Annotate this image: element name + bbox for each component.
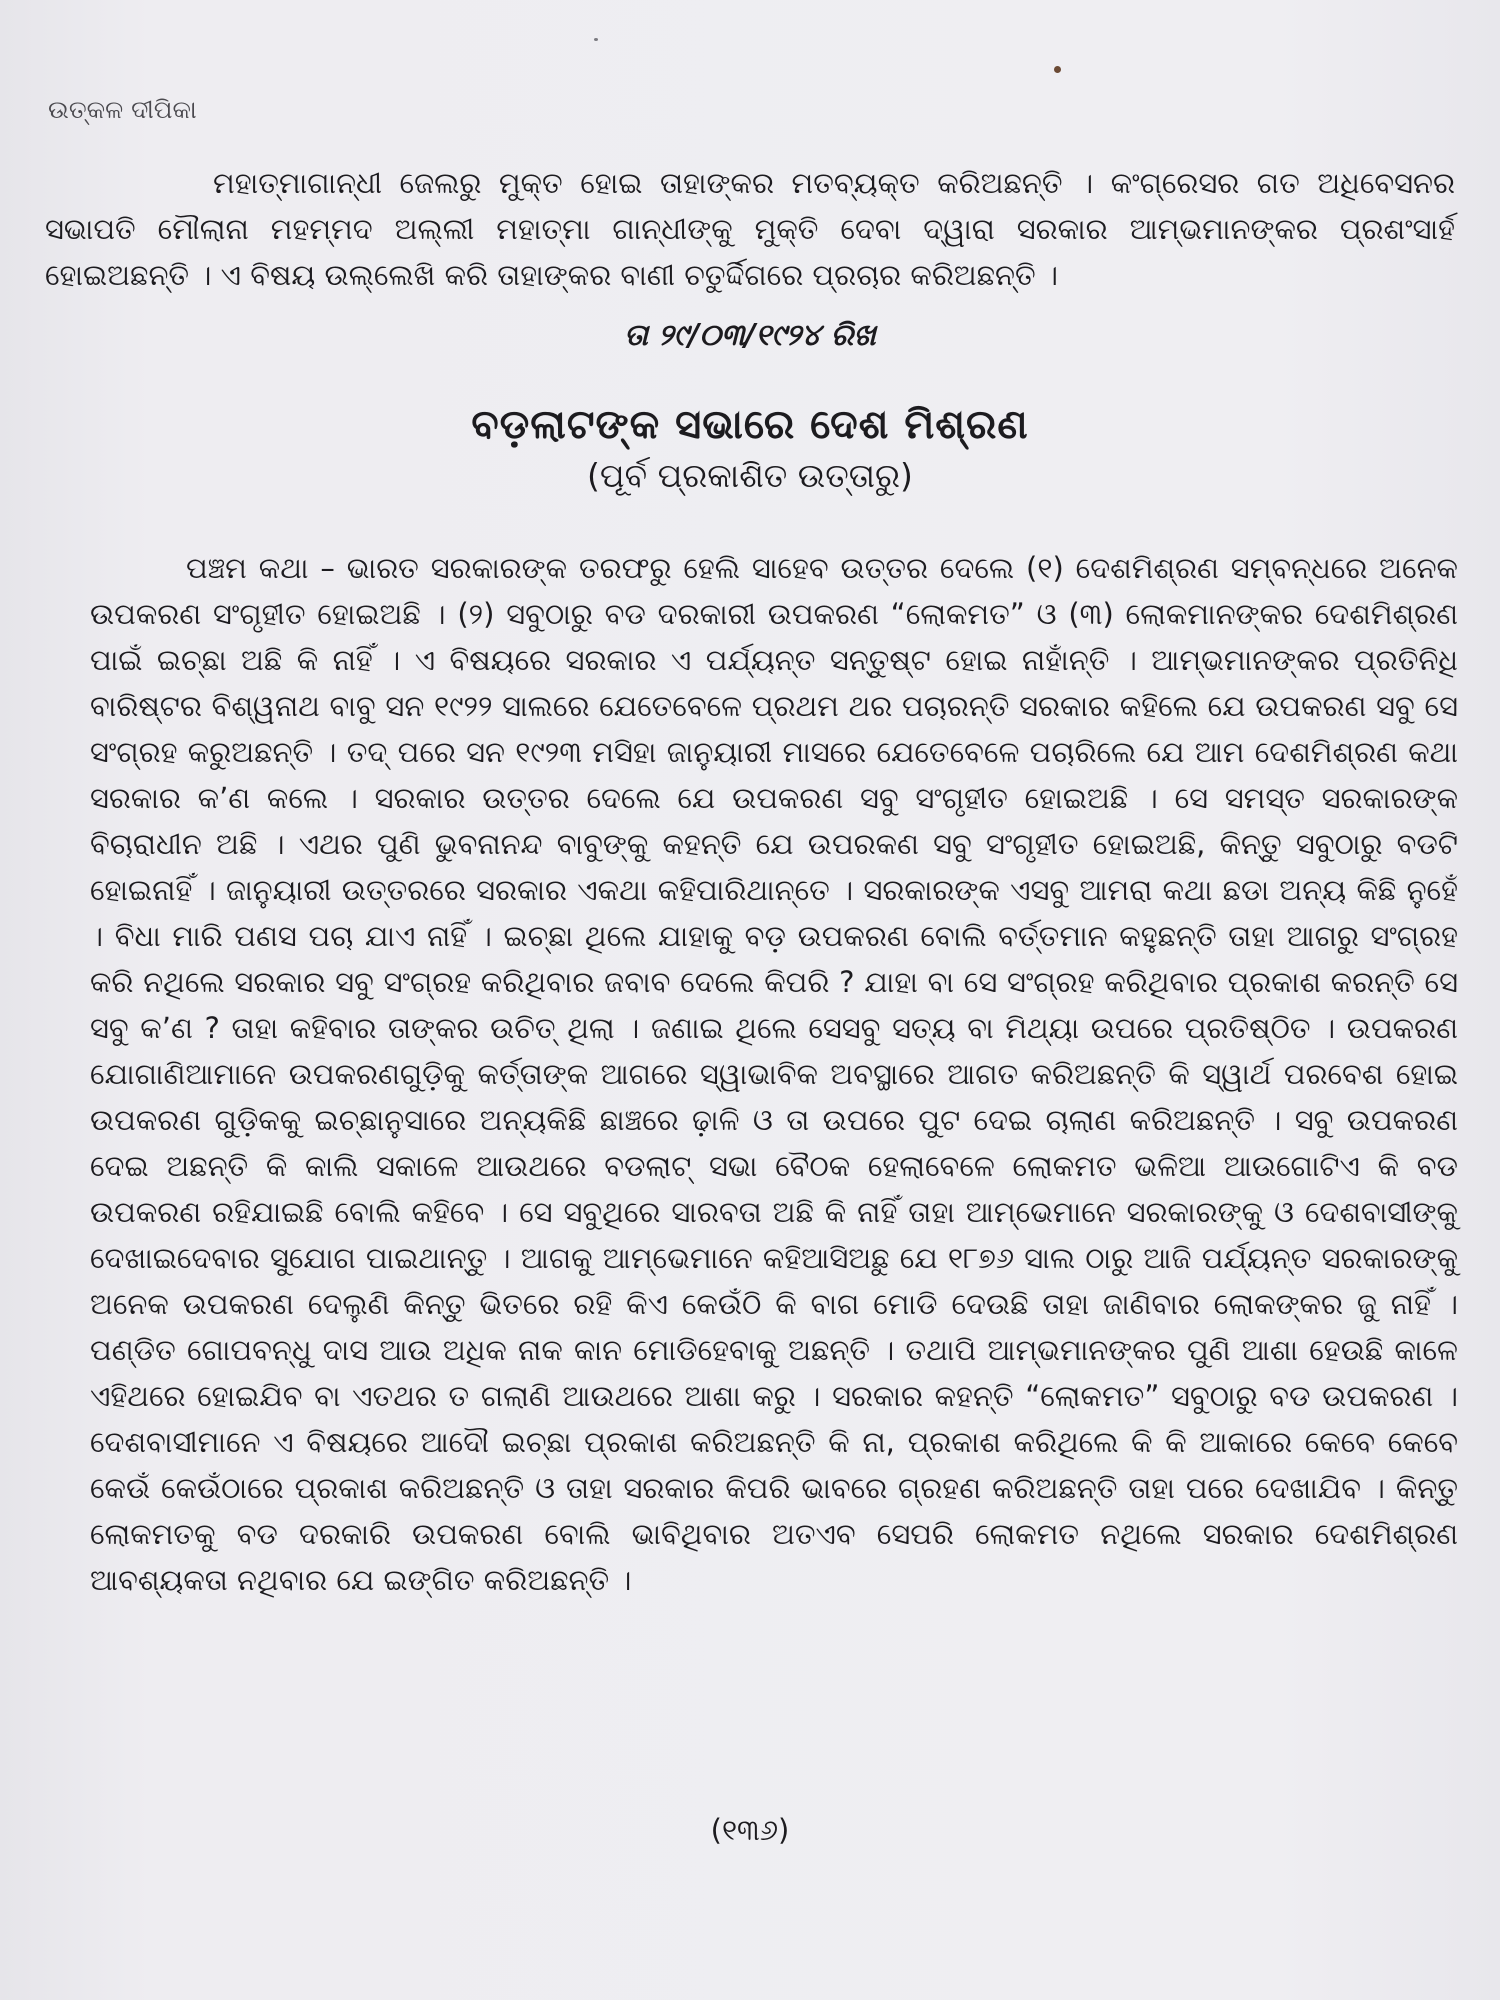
article-subtitle: (ପୂର୍ବ ପ୍ରକାଶିତ ଉତ୍ତାରୁ) bbox=[587, 456, 913, 495]
running-header: ଉତ୍କଳ ଦୀପିକା bbox=[48, 95, 197, 124]
ink-speck bbox=[1054, 66, 1061, 73]
article-body: ପଞ୍ଚମ କଥା – ଭାରତ ସରକାରଙ୍କ ତରଫରୁ ହେଲି ସାହେବ ଉତ୍ତର ଦେଲେ (୧) ଦେଶମିଶ୍ରଣ ସମ୍ବନ୍ଧରେ ଅନେକ ଉପକରଣ ସଂଗୃହୀତ ହୋଇଅଛି । (୨) ସବୁଠାରୁ ବଡ ଦରକାରୀ ଉପକରଣ “ଲୋକମତ” ଓ (୩) ଲୋକମାନଙ୍କର ଦେଶମିଶ୍ରଣ ପାଇଁ ଇଚ୍ଛା ଅଛି କି ନାହିଁ । ଏ ବିଷୟରେ ସରକାର ଏ ପର୍ଯ୍ୟନ୍ତ ସନ୍ତୁଷ୍ଟ ହୋଇ ନାହାଁନ୍ତି । ଆମ୍ଭମାନଙ୍କର ପ୍ରତିନିଧି ବାରିଷ୍ଟର ବିଶ୍ୱନାଥ ବାବୁ ସନ ୧୯୨୨ ସାଲରେ ଯେତେବେଳେ ପ୍ରଥମ ଥର ପଚାରନ୍ତି ସରକାର କହିଲେ ଯେ ଉପକରଣ ସବୁ ସେ ସଂଗ୍ରହ କରୁଅଛନ୍ତି । ତଦ୍ ପରେ ସନ ୧୯୨୩ ମସିହା ଜାନୁୟାରୀ ମାସରେ ଯେତେବେଳେ ପଚାରିଲେ ଯେ ଆମ ଦେଶମିଶ୍ରଣ କଥା ସରକାର କ’ଣ କଲେ । ସରକାର ଉତ୍ତର ଦେଲେ ଯେ ଉପକରଣ ସବୁ ସଂଗୃହୀତ ହୋଇଅଛି । ସେ ସମସ୍ତ ସରକାରଙ୍କ ବିଚାରାଧୀନ ଅଛି । ଏଥର ପୁଣି ଭୁବନାନନ୍ଦ ବାବୁଙ୍କୁ କହନ୍ତି ଯେ ଉପରକଣ ସବୁ ସଂଗୃହୀତ ହୋଇଅଛି, କିନ୍ତୁ ସବୁଠାରୁ ବଡଟି ହୋଇନାହିଁ । ଜାନୁୟାରୀ ଉତ୍ତରରେ ସରକାର ଏକଥା କହିପାରିଥାନ୍ତେ । ସରକାରଙ୍କ ଏସବୁ ଆମରା କଥା ଛଡା ଅନ୍ୟ କିଛି ନୁହେଁ । ବିଧା ମାରି ପଣସ ପଚା ଯାଏ ନାହିଁ । ଇଚ୍ଛା ଥିଲେ ଯାହାକୁ ବଡ଼ ଉପକରଣ ବୋଲି ବର୍ତ୍ତମାନ କହୁଛନ୍ତି ତାହା ଆଗରୁ ସଂଗ୍ରହ କରି ନଥିଲେ ସରକାର ସବୁ ସଂଗ୍ରହ କରିଥିବାର ଜବାବ ଦେଲେ କିପରି ? ଯାହା ବା ସେ ସଂଗ୍ରହ କରିଥିବାର ପ୍ରକାଶ କରନ୍ତି ସେ ସବୁ କ’ଣ ? ତାହା କହିବାର ତାଙ୍କର ଉଚିତ୍ ଥିଲା । ଜଣାଇ ଥିଲେ ସେସବୁ ସତ୍ୟ ବା ମିଥ୍ୟା ଉପରେ ପ୍ରତିଷ୍ଠିତ । ଉପକରଣ ଯୋଗାଣିଆମାନେ ଉପକରଣଗୁଡ଼ିକୁ କର୍ତ୍ତାଙ୍କ ଆଗରେ ସ୍ୱାଭାବିକ ଅବସ୍ଥାରେ ଆଗତ କରିଅଛନ୍ତି କି ସ୍ୱାର୍ଥ ପରବେଶ ହୋଇ ଉପକରଣ ଗୁଡ଼ିକକୁ ଇଚ୍ଛାନୁସାରେ ଅନ୍ୟକିଛି ଛାଞ୍ଚରେ ଢ଼ାଳି ଓ ତା ଉପରେ ପୁଟ ଦେଇ ଚାଲାଣ କରିଅଛନ୍ତି । ସବୁ ଉପକରଣ ଦେଇ ଅଛନ୍ତି କି କାଲି ସକାଳେ ଆଉଥରେ ବଡଲାଟ୍ ସଭା ବୈଠକ ହେଲାବେଳେ ଲୋକମତ ଭଳିଆ ଆଉଗୋଟିଏ କି ବଡ ଉପକରଣ ରହିଯାଇଛି ବୋଲି କହିବେ । ସେ ସବୁଥିରେ ସାରବତା ଅଛି କି ନାହିଁ ତାହା ଆମ୍ଭେମାନେ ସରକାରଙ୍କୁ ଓ ଦେଶବାସୀଙ୍କୁ ଦେଖାଇଦେବାର ସୁଯୋଗ ପାଇଥାନ୍ତୁ । ଆଗକୁ ଆମ୍ଭେମାନେ କହିଆସିଅଛୁ ଯେ ୧୮୭୬ ସାଲ ଠାରୁ ଆଜି ପର୍ଯ୍ୟନ୍ତ ସରକାରଙ୍କୁ ଅନେକ ଉପକରଣ ଦେଲୁଣି କିନ୍ତୁ ଭିତରେ ରହି କିଏ କେଉଁଠି କି ବାଗ ମୋଡି ଦେଉଛି ତାହା ଜାଣିବାର ଲୋକଙ୍କର ଜୁ ନାହିଁ । ପଣ୍ଡିତ ଗୋପବନ୍ଧୁ ଦାସ ଆଉ ଅଧିକ ନାକ କାନ ମୋଡିହେବାକୁ ଅଛନ୍ତି । ତଥାପି ଆମ୍ଭମାନଙ୍କର ପୁଣି ଆଶା ହେଉଛି କାଳେ ଏହିଥରେ ହୋଇଯିବ ବା ଏତଥର ତ ଗଲାଣି ଆଉଥରେ ଆଶା କରୁ । ସରକାର କହନ୍ତି “ଲୋକମତ” ସବୁଠାରୁ ବଡ ଉପକରଣ । ଦେଶବାସୀମାନେ ଏ ବିଷୟରେ ଆଦୌ ଇଚ୍ଛା ପ୍ରକାଶ କରିଅଛନ୍ତି କି ନା, ପ୍ରକାଶ କରିଥିଲେ କି କି ଆକାରେ କେବେ କେବେ କେଉଁ କେଉଁଠାରେ ପ୍ରକାଶ କରିଅଛନ୍ତି ଓ ତାହା ସରକାର କିପରି ଭାବରେ ଗ୍ରହଣ କରିଅଛନ୍ତି ତାହା ପରେ ଦେଖାଯିବ । କିନ୍ତୁ ଲୋକମତକୁ ବଡ ଦରକାରି ଉପକରଣ ବୋଲି ଭାବିଥିବାର ଅତଏବ ସେପରି ଲୋକମତ ନଥିଲେ ସରକାର ଦେଶମିଶ୍ରଣ ଆବଶ୍ୟକତା ନଥିବାର ଯେ ଇଙ୍ଗିତ କରିଅଛନ୍ତି । bbox=[90, 551, 1459, 1597]
article-date: ତା ୨୯/୦୩/୧୯୨୪ ରିଖ bbox=[624, 318, 876, 353]
page-number: (୧୩୬) bbox=[710, 1813, 790, 1847]
article-title: ବଡ଼ଲାଟଙ୍କ ସଭାରେ ଦେଶ ମିଶ୍ରଣ bbox=[471, 402, 1029, 448]
ink-speck bbox=[594, 38, 598, 41]
intro-paragraph: ମହାତ୍ମାଗାନ୍ଧୀ ଜେଲରୁ ମୁକ୍ତ ହୋଇ ତାହାଙ୍କର ମତବ୍ୟକ୍ତ କରିଅଛନ୍ତି । କଂଗ୍ରେସର ଗତ ଅଧିବେସନର ସଭାପତି ମୌଲାନା ମହମ୍ମଦ ଅଲ୍ଲୀ ମହାତ୍ମା ଗାନ୍ଧୀଙ୍କୁ ମୁକ୍ତି ଦେବା ଦ୍ୱାରା ସରକାର ଆମ୍ଭମାନଙ୍କର ପ୍ରଶଂସାର୍ହ ହୋଇଅଛନ୍ତି । ଏ ବିଷୟ ଉଲ୍ଲେଖି କରି ତାହାଙ୍କର ବାଣୀ ଚତୁର୍ଦ୍ଦିଗରେ ପ୍ରଚାର କରିଅଛନ୍ତି । bbox=[45, 166, 1455, 292]
